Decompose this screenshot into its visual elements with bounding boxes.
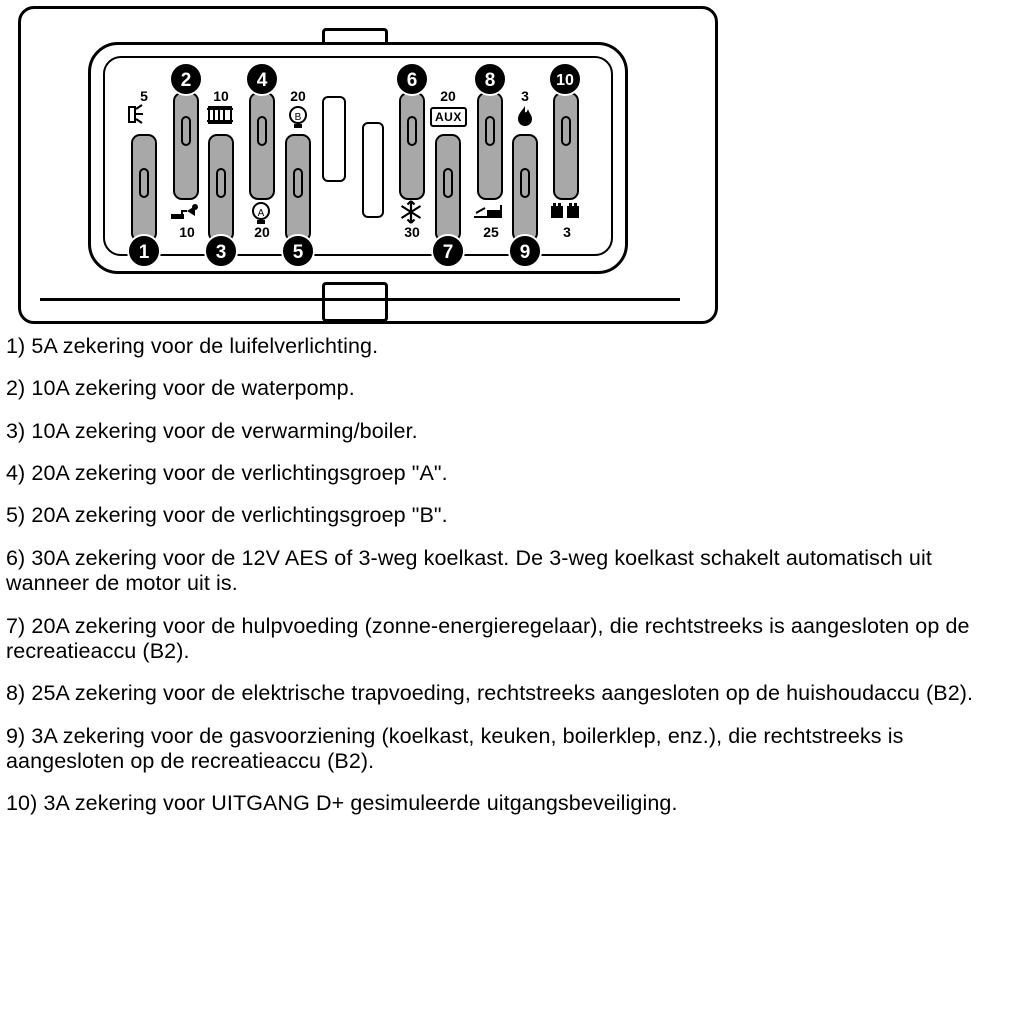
- fuse-amp-4: 20: [254, 224, 270, 240]
- legend-item-7: 7) 20A zekering voor de hulpvoeding (zonne-energieregelaar), die rechtstreeks is aangesloten op de recreatieaccu (B2).: [6, 613, 970, 663]
- fuse-slot-9-blade: [520, 168, 530, 198]
- fuse-slot-7-blade: [443, 168, 453, 198]
- legend-item-10: 10) 3A zekering voor UITGANG D+ gesimuleerde uitgangsbeveiliging.: [6, 791, 678, 816]
- svg-text:A: A: [257, 208, 265, 219]
- awning-light-icon: [125, 103, 159, 133]
- fuse-slot-10[interactable]: [553, 92, 579, 200]
- fuse-panel-diagram: [0, 0, 1024, 330]
- fuse-slot-6-blade: [407, 116, 417, 146]
- fuse-slot-7[interactable]: [435, 134, 461, 242]
- fuse-slot-9[interactable]: [512, 134, 538, 242]
- legend-item-1: 1) 5A zekering voor de luifelverlichting.: [6, 334, 379, 358]
- aux-label-icon: AUX: [430, 107, 467, 127]
- fuse-badge-2[interactable]: 2: [169, 62, 203, 96]
- legend-item-9: 9) 3A zekering voor de gasvoorziening (koelkast, keuken, boilerklep, enz.), die rechtstreeks is aangesloten op de recreatieaccu (B2).: [6, 723, 904, 773]
- heater-boiler-icon: [203, 103, 237, 133]
- legend-item-2: 2) 10A zekering voor de waterpomp.: [6, 376, 355, 401]
- fuse-badge-3[interactable]: 3: [204, 234, 238, 268]
- fuse-slot-2-blade: [181, 116, 191, 146]
- legend-item-6: 6) 30A zekering voor de 12V AES of 3-weg koelkast. De 3-weg koelkast schakelt automatisch uit wanneer de motor uit is.: [6, 545, 932, 596]
- fuse-slot-2[interactable]: [173, 92, 199, 200]
- fuse-amp-5: 20: [290, 88, 306, 104]
- legend-item-3: 3) 10A zekering voor de verwarming/boiler.: [6, 418, 418, 443]
- fuse-badge-5[interactable]: 5: [281, 234, 315, 268]
- panel-bottom-tab: [322, 282, 388, 322]
- fuse-slot-5[interactable]: [285, 134, 311, 242]
- fuse-slot-10-blade: [561, 116, 571, 146]
- gas-flame-icon: [508, 104, 542, 134]
- fuse-legend-list: [0, 330, 1010, 817]
- fuse-slot-3[interactable]: [208, 134, 234, 242]
- legend-item-8: 8) 25A zekering voor de elektrische trapvoeding, rechtstreeks aangesloten op de huishoudaccu (B2).: [6, 681, 974, 706]
- fuse-badge-4[interactable]: 4: [245, 62, 279, 96]
- empty-slot-right: [362, 122, 384, 218]
- fuse-slot-8-blade: [485, 116, 495, 146]
- fuse-slot-5-blade: [293, 168, 303, 198]
- panel-base-line: [40, 298, 680, 301]
- lighting-group-b-icon: [281, 103, 315, 133]
- legend-item-4: 4) 20A zekering voor de verlichtingsgroep "A".: [6, 461, 448, 486]
- fuse-amp-8: 25: [483, 224, 499, 240]
- fuse-amp-3: 10: [213, 88, 229, 104]
- fuse-slot-4-blade: [257, 116, 267, 146]
- fuse-amp-9: 3: [521, 88, 529, 104]
- fuse-amp-1: 5: [140, 88, 148, 104]
- fuse-badge-1[interactable]: 1: [127, 234, 161, 268]
- fuse-badge-10[interactable]: 10: [548, 62, 582, 96]
- fuse-slot-1-blade: [139, 168, 149, 198]
- fuse-amp-6: 30: [404, 224, 420, 240]
- svg-text:B: B: [294, 112, 302, 123]
- fuse-badge-7[interactable]: 7: [431, 234, 465, 268]
- legend-item-5: 5) 20A zekering voor de verlichtingsgroep "B".: [6, 503, 448, 528]
- empty-slot-left: [322, 96, 346, 182]
- fuse-slot-8[interactable]: [477, 92, 503, 200]
- fuse-slot-4[interactable]: [249, 92, 275, 200]
- fuse-amp-10: 3: [563, 224, 571, 240]
- fuse-slot-6[interactable]: [399, 92, 425, 200]
- fuse-slot-1[interactable]: [131, 134, 157, 242]
- fuse-amp-7: 20: [440, 88, 456, 104]
- fuse-badge-8[interactable]: 8: [473, 62, 507, 96]
- fuse-slot-3-blade: [216, 168, 226, 198]
- fuse-amp-2: 10: [179, 224, 195, 240]
- fuse-badge-6[interactable]: 6: [395, 62, 429, 96]
- fuse-badge-9[interactable]: 9: [508, 234, 542, 268]
